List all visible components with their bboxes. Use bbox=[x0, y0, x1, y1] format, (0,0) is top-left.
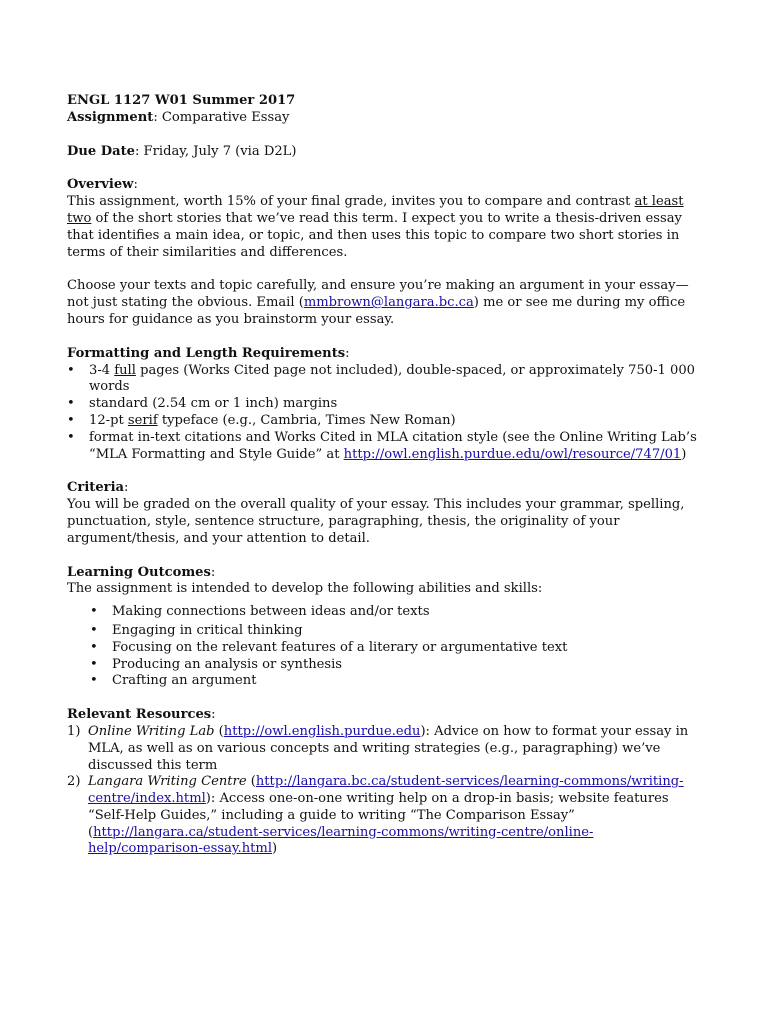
due-date-line bbox=[67, 144, 707, 161]
resources-heading: Relevant Resources: bbox=[67, 707, 216, 723]
outcomes-heading: Learning Outcomes: bbox=[67, 564, 216, 580]
overview-heading: Overview: bbox=[67, 177, 138, 193]
list-item: • format in-text citations and Works Cited in MLA citation style (see the Online Writing Lab’s “MLA Formatting and Style Guide” at http://owl.english.purdue.edu/owl/resource/747/01) bbox=[67, 430, 707, 464]
criteria-heading: Criteria: bbox=[67, 480, 129, 496]
assignment-value: : Comparative Essay bbox=[153, 109, 290, 125]
formatting-heading: Formatting and Length Requirements: bbox=[67, 345, 350, 361]
list-item: • Producing an analysis or synthesis bbox=[88, 657, 707, 674]
list-item: • Making connections between ideas and/or texts bbox=[88, 604, 707, 621]
overview-paragraph-1: This assignment, worth 15% of your final grade, invites you to compare and contrast at least two of the short stories that we’ve read this term. I expect you to write a thesis-driven essay that identifies a main idea, or topic, and then uses this topic to compare two short stories in terms of their similarities and differences. bbox=[67, 194, 684, 260]
formatting-list bbox=[67, 363, 707, 464]
instructor-email-link[interactable]: mmbrown@langara.bc.ca bbox=[303, 295, 474, 311]
course-title: ENGL 1127 W01 Summer 2017 bbox=[67, 93, 296, 108]
owl-purdue-link[interactable]: http://owl.english.purdue.edu bbox=[223, 723, 421, 739]
due-date-label: Due Date bbox=[67, 143, 135, 159]
assignment-line bbox=[67, 110, 707, 127]
resources-list bbox=[67, 724, 707, 858]
list-item: • Crafting an argument bbox=[88, 673, 707, 690]
outcomes-intro: The assignment is intended to develop the following abilities and skills: bbox=[67, 581, 543, 597]
list-item: • Focusing on the relevant features of a literary or argumentative text bbox=[88, 640, 707, 657]
list-item: • Engaging in critical thinking bbox=[88, 623, 707, 640]
list-item: 2) Langara Writing Centre (http://langara.bc.ca/student-services/learning-commons/writing-centre/index.html): Access one-on-one writing help on a drop-in basis; website features “Self-Help Guides,” including a guide to writing “The Comparison Essay” (http://langara.ca/student-services/learning-commons/writing-centre/online-help/comparison-essay.html) bbox=[67, 774, 684, 857]
document-body bbox=[67, 93, 707, 858]
due-date-value: : Friday, July 7 (via D2L) bbox=[134, 143, 297, 159]
list-item: • standard (2.54 cm or 1 inch) margins bbox=[67, 396, 707, 413]
list-item: 1) Online Writing Lab (http://owl.english.purdue.edu): Advice on how to format your essay in MLA, as well as on various concepts and writing strategies (e.g., paragraphing) we’ve discussed this term bbox=[67, 723, 689, 773]
mla-guide-link[interactable]: http://owl.english.purdue.edu/owl/resource/747/01 bbox=[343, 446, 682, 462]
outcomes-list bbox=[88, 604, 707, 690]
criteria-paragraph: You will be graded on the overall quality of your essay. This includes your grammar, spelling, punctuation, style, sentence structure, paragraphing, thesis, the originality of your argument/thesis, and your attention to detail. bbox=[67, 497, 685, 546]
list-item: • 12-pt serif typeface (e.g., Cambria, Times New Roman) bbox=[67, 413, 707, 430]
overview-paragraph-2: Choose your texts and topic carefully, and ensure you’re making an argument in your essay—not just stating the obvious. Email (mmbrown@langara.bc.ca) me or see me during my office hours for guidance as you brainstorm your essay. bbox=[67, 278, 689, 327]
list-item: • 3-4 full pages (Works Cited page not included), double-spaced, or approximately 750-1 000 words bbox=[67, 363, 707, 397]
writing-centre-link[interactable]: http://langara.bc.ca/student-services/learning-commons/writing-centre/index.html bbox=[88, 774, 684, 807]
comparison-essay-link[interactable]: http://langara.ca/student-services/learning-commons/writing-centre/online-help/comparison-essay.html bbox=[88, 824, 594, 857]
assignment-label: Assignment bbox=[67, 109, 154, 125]
